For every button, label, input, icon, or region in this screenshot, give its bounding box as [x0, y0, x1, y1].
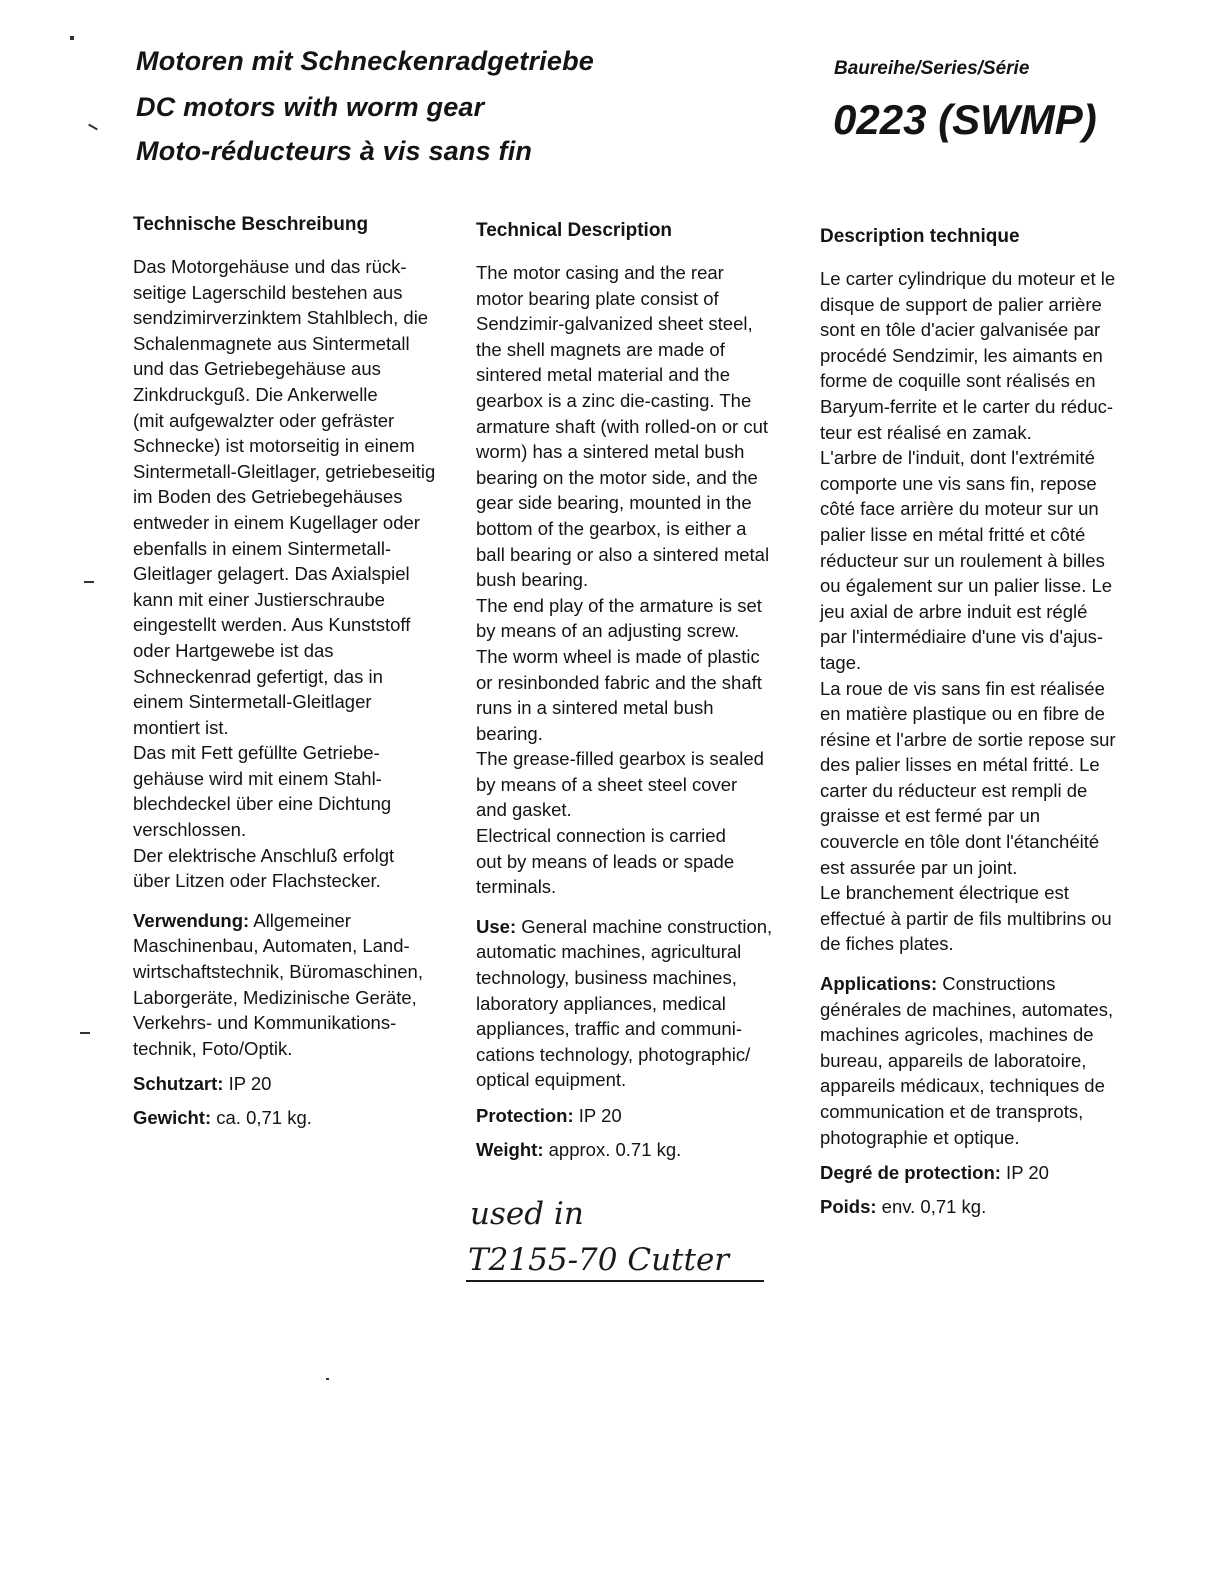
- series-label: Baureihe/Series/Série: [834, 58, 1030, 79]
- weight-label: Poids:: [820, 1196, 877, 1218]
- protection-label: Schutzart:: [133, 1073, 224, 1095]
- title-english: DC motors with worm gear: [136, 92, 485, 122]
- usage-label: Use:: [476, 915, 517, 937]
- usage-text: Constructions générales de machines, automates, machines agricoles, machines de bureau, appareils de laboratoire, appareils médicaux, techniques de communication et de transprots, photographie et optique.: [820, 973, 1114, 1148]
- scan-speck: [80, 1032, 90, 1034]
- title-german: Motoren mit Schneckenradgetriebe: [136, 46, 595, 76]
- scan-speck: [70, 36, 74, 40]
- weight-value: approx. 0.71 kg.: [543, 1139, 682, 1160]
- usage-text: General machine construction, automatic machines, agricultural technology, business machines, laboratory appliances, medical appliances, traffic and communi- cations technology, photographic/ optical equipment.: [476, 915, 773, 1091]
- weight-line: [820, 1196, 1180, 1218]
- weight-value: env. 0,71 kg.: [876, 1196, 987, 1218]
- usage-paragraph: [820, 971, 1180, 1150]
- handwritten-note-line1: used in: [470, 1196, 584, 1232]
- scan-speck: [84, 581, 94, 583]
- usage-paragraph: [476, 914, 816, 1093]
- title-french: Moto-réducteurs à vis sans fin: [136, 136, 533, 166]
- handwritten-note-line2: T2155-70 Cutter: [468, 1242, 730, 1278]
- usage-text: Allgemeiner Maschinenbau, Automaten, Land- wirtschaftstechnik, Büromaschinen, Laborgeräte, Medizinische Geräte, Verkehrs- und Kommunikations- technik, Foto/Optik.: [133, 909, 423, 1059]
- protection-value: IP 20: [573, 1105, 622, 1126]
- column-heading: Technische Beschreibung: [133, 214, 369, 235]
- scan-speck: [88, 124, 98, 131]
- weight-label: Gewicht:: [133, 1107, 212, 1129]
- protection-line: [133, 1073, 473, 1095]
- protection-line: [820, 1162, 1180, 1184]
- column-german: [133, 214, 473, 1129]
- protection-line: [476, 1105, 816, 1127]
- protection-value: IP 20: [1000, 1162, 1049, 1184]
- protection-label: Protection:: [476, 1105, 574, 1126]
- weight-line: [133, 1107, 473, 1129]
- protection-label: Degré de protection:: [820, 1162, 1001, 1184]
- description-text: Das Motorgehäuse und das rück- seitige Lagerschild bestehen aus sendzimirverzinktem Stahlblech, die Schalenmagnete aus Sintermetall und das Getriebegehäuse aus Zinkdruckguß. Die Ankerwelle (mit aufgewalzter oder gefräster Schnecke) ist motorseitig in einem Sintermetall-Gleitlager, getriebeseitig im Boden des Getriebegehäuses entweder in einem Kugellager oder ebenfalls in einem Sintermetall- Gleitlager gelagert. Das Axialspiel kann mit einer Justierschraube eingestellt werden. Aus Kunststoff oder Hartgewebe ist das Schneckenrad gefertigt, das in einem Sintermetall-Gleitlager montiert ist. Das mit Fett gefüllte Getriebe- gehäuse wird mit einem Stahl- blechdeckel über eine Dichtung verschlossen. Der elektrische Anschluß erfolgt über Litzen oder Flachstecker.: [133, 256, 436, 892]
- column-heading: Description technique: [820, 226, 1020, 247]
- protection-value: IP 20: [223, 1073, 272, 1095]
- column-heading: Technical Description: [476, 220, 673, 241]
- column-english: [476, 220, 816, 1161]
- weight-line: [476, 1139, 816, 1161]
- column-french: [820, 226, 1180, 1218]
- weight-value: ca. 0,71 kg.: [211, 1107, 312, 1129]
- weight-label: Weight:: [476, 1139, 544, 1160]
- series-number: 0223 (SWMP): [833, 96, 1097, 143]
- description-text: Le carter cylindrique du moteur et le disque de support de palier arrière sont en tôle d'acier galvanisée par procédé Sendzimir, les aimants en forme de coquille sont réalisés en Baryum-ferrite et le carter du réduc- teur est réalisé en zamak. L'arbre de l'induit, dont l'extrémité comporte une vis sans fin, repose côté face arrière du moteur sur un palier lisse en métal fritté et côté réducteur sur un roulement à billes ou également sur un palier lisse. Le jeu axial de arbre induit est réglé par l'intermédiaire d'une vis d'ajus- tage. La roue de vis sans fin est réalisée en matière plastique ou en fibre de résine et l'arbre de sortie repose sur des palier lisses en métal fritté. Le carter du réducteur est rempli de graisse et est fermé par un couvercle en tôle dont l'étanchéité est assurée par un joint. Le branchement électrique est effectué à partir de fils multibrins ou de fiches plates.: [820, 268, 1116, 955]
- usage-label: Verwendung:: [133, 909, 250, 931]
- scan-speck: [326, 1378, 329, 1380]
- usage-paragraph: [133, 908, 473, 1062]
- usage-label: Applications:: [820, 973, 938, 995]
- handwritten-underline: [466, 1280, 764, 1282]
- description-text: The motor casing and the rear motor bearing plate consist of Sendzimir-galvanized sheet steel, the shell magnets are made of sintered metal material and the gearbox is a zinc die-casting. The armature shaft (with rolled-on or cut worm) has a sintered metal bush bearing on the motor side, and the gear side bearing, mounted in the bottom of the gearbox, is either a ball bearing or also a sintered metal bush bearing. The end play of the armature is set by means of an adjusting screw. The worm wheel is made of plastic or resinbonded fabric and the shaft runs in a sintered metal bush bearing. The grease-filled gearbox is sealed by means of a sheet steel cover and gasket. Electrical connection is carried out by means of leads or spade terminals.: [476, 262, 770, 898]
